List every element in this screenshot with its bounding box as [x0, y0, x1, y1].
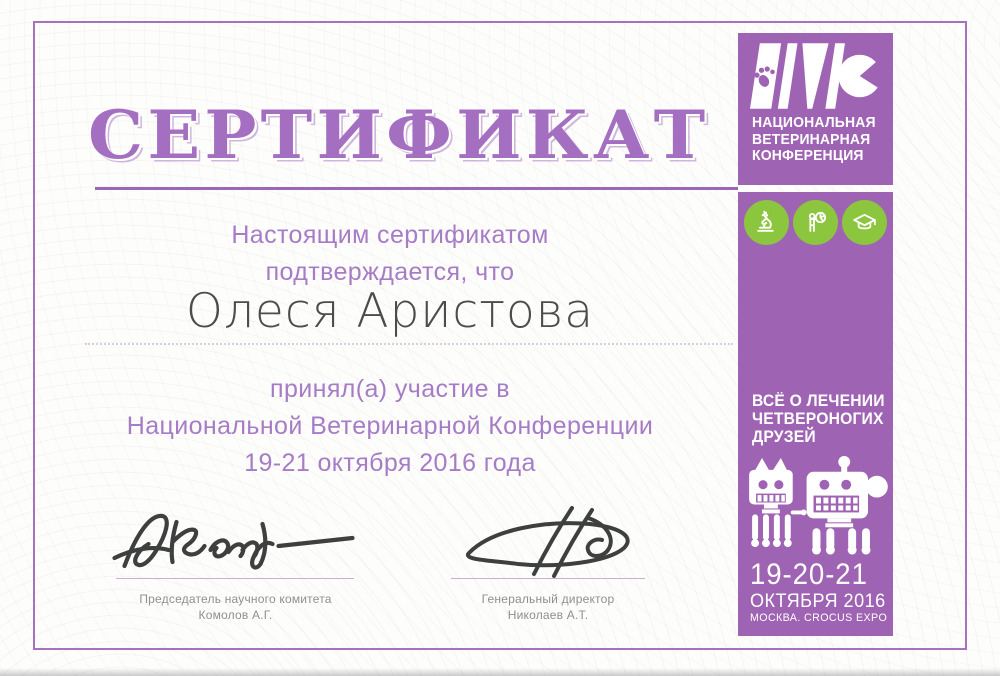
event-tagline — [752, 392, 885, 446]
certificate-title: СЕРТИФИКАТ — [88, 96, 710, 174]
recipient-name-dotted-rule — [85, 343, 733, 345]
banner-logo-block — [738, 33, 893, 185]
body-line-1: принял(а) участие в — [270, 375, 510, 403]
signature-nikolaev-ink — [443, 500, 653, 585]
signature-role: Председатель научного комитета — [139, 592, 332, 606]
event-venue: МОСКВА. CROCUS EXPO — [750, 612, 888, 624]
org-line: НАЦИОНАЛЬНАЯ — [752, 114, 876, 131]
org-line: КОНФЕРЕНЦИЯ — [752, 147, 864, 164]
robot-pets-illustration — [741, 452, 890, 556]
signature-komolov-ink — [108, 500, 363, 585]
tagline-line: ВСЁ О ЛЕЧЕНИИ — [752, 392, 885, 410]
title-underline — [95, 187, 738, 190]
signature-person: Николаев А.Т. — [507, 608, 589, 622]
signature-line — [451, 578, 645, 579]
organization-name — [752, 115, 876, 165]
tagline-line: ДРУЗЕЙ — [752, 428, 816, 446]
signature-line — [116, 578, 354, 579]
recipient-name: Олеся Аристова — [185, 284, 595, 339]
intro-line-1: Настоящим сертификатом — [231, 221, 549, 249]
body-line-2: Национальной Ветеринарной Конференции — [126, 412, 654, 440]
intro-line-2: подтверждается, что — [265, 258, 515, 286]
event-month-year: ОКТЯБРЯ 2016 — [750, 591, 886, 612]
topic-icons-row — [738, 200, 893, 245]
scan-edge-shadow — [0, 668, 1000, 676]
tagline-line: ЧЕТВЕРОНОГИХ — [752, 410, 884, 428]
body-line-3: 19-21 октября 2016 года — [244, 449, 536, 477]
signature-person: Комолов А.Г. — [198, 608, 273, 622]
graduation-cap-icon — [842, 200, 887, 245]
microscope-icon — [744, 200, 789, 245]
org-line: ВЕТЕРИНАРНАЯ — [752, 130, 871, 148]
nvc-logo — [750, 43, 881, 109]
banner-event-block — [738, 192, 893, 636]
event-dates: 19-20-21 — [750, 558, 868, 591]
signature-role: Генеральный директор — [481, 592, 615, 606]
presenter-chart-icon — [793, 200, 838, 245]
